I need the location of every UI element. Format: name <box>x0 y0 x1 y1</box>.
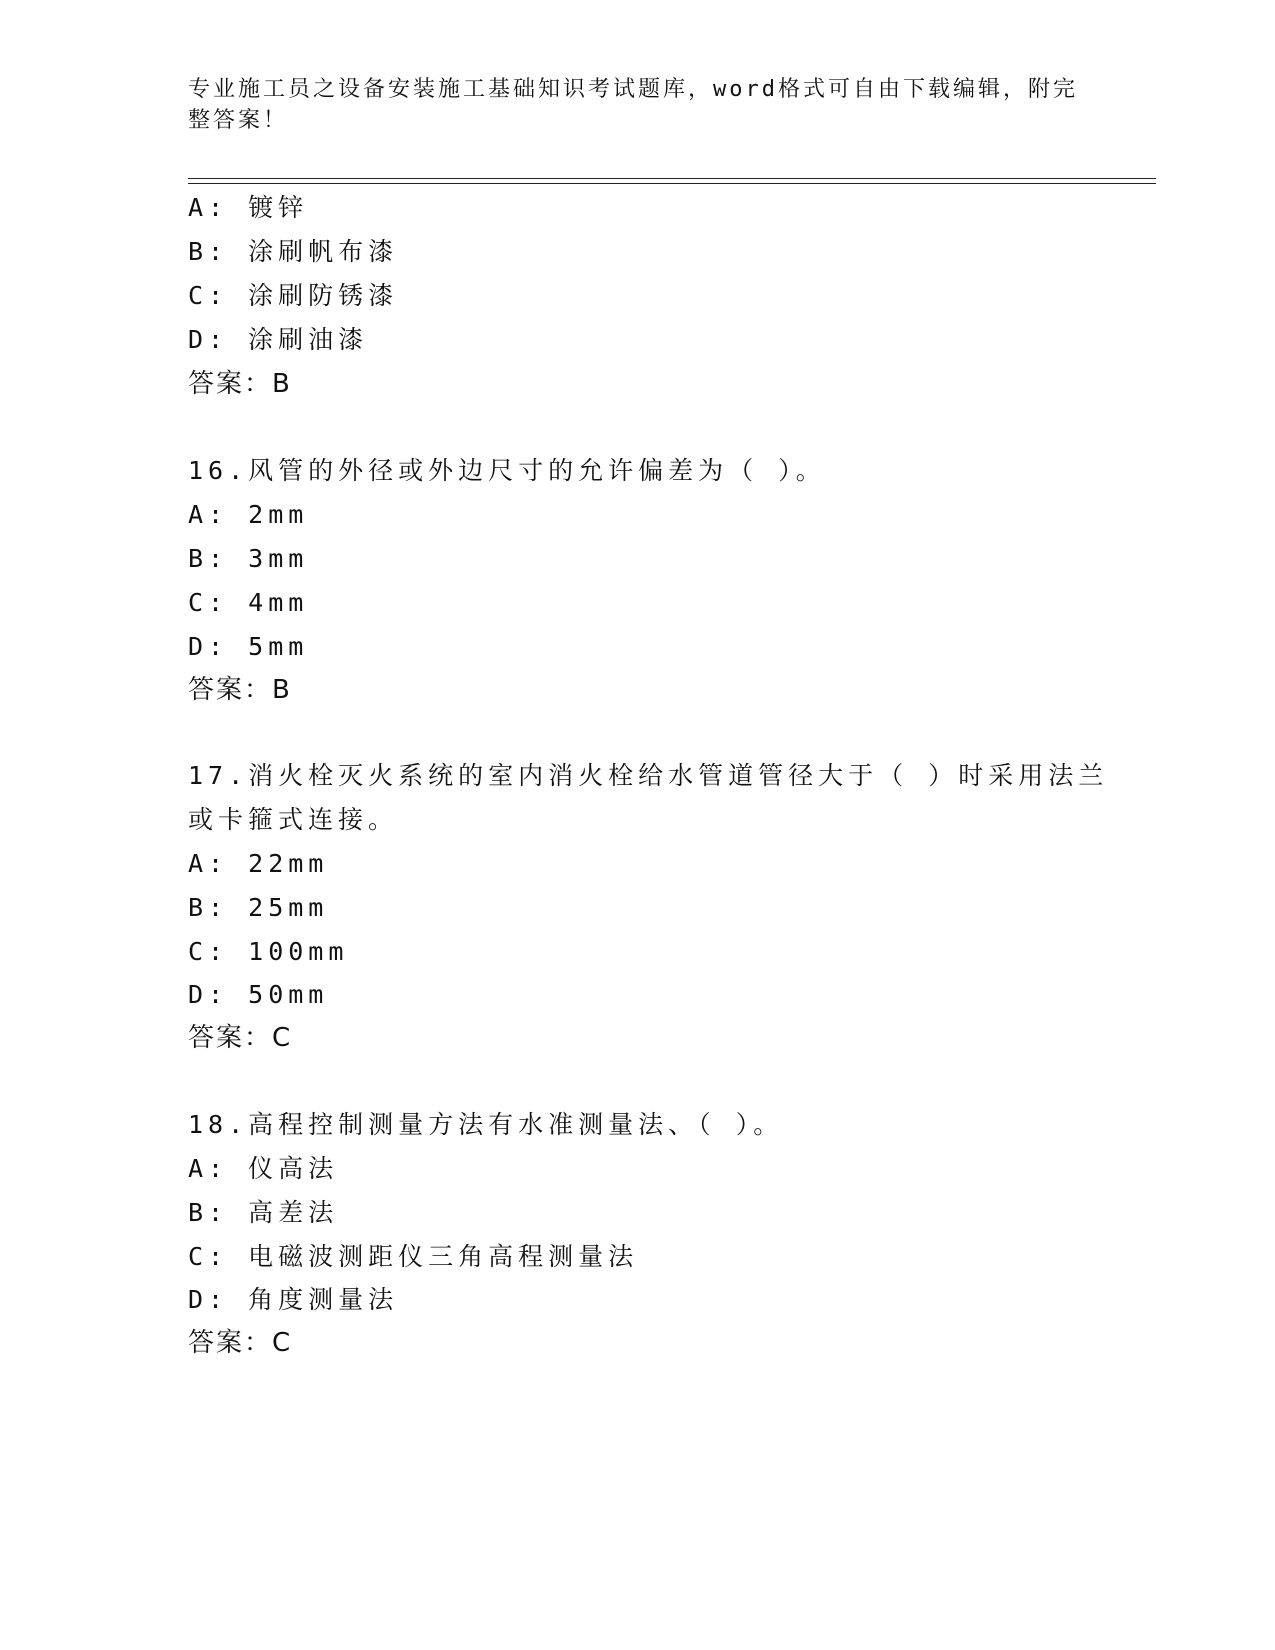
q17-option-a: A: 22mm <box>188 849 329 878</box>
q16-option-b: B: 3mm <box>188 544 309 573</box>
q15-option-a: A: 镀锌 <box>188 193 309 222</box>
q17-option-d: D: 50mm <box>188 980 329 1009</box>
q16-option-a: A: 2mm <box>188 500 309 529</box>
q15-option-b: B: 涂刷帆布漆 <box>188 237 399 266</box>
q16-answer: 答案：B <box>188 675 292 705</box>
q18-option-b: B: 高差法 <box>188 1198 339 1227</box>
q17-question-line-2: 或卡箍式连接。 <box>188 805 399 834</box>
q18-option-c: C: 电磁波测距仪三角高程测量法 <box>188 1242 639 1271</box>
q18-question: 18.高程控制测量方法有水准测量法、（ ）。 <box>188 1110 784 1139</box>
q17-answer: 答案：C <box>188 1023 293 1053</box>
q17-question-line-1: 17.消火栓灭火系统的室内消火栓给水管道管径大于（ ）时采用法兰 <box>188 761 1109 790</box>
header-title-line-1: 专业施工员之设备安装施工基础知识考试题库，word格式可自由下载编辑，附完 <box>188 77 1078 102</box>
q16-question: 16.风管的外径或外边尺寸的允许偏差为（ ）。 <box>188 456 826 485</box>
q15-answer: 答案：B <box>188 369 292 399</box>
header-title-line-2: 整答案！ <box>188 108 289 133</box>
q17-option-c: C: 100mm <box>188 937 349 966</box>
q18-option-a: A: 仪高法 <box>188 1154 339 1183</box>
q15-option-d: D: 涂刷油漆 <box>188 325 369 354</box>
document-header <box>188 74 1088 136</box>
q18-answer: 答案：C <box>188 1328 293 1358</box>
header-divider-bottom <box>188 183 1156 184</box>
q17-option-b: B: 25mm <box>188 893 329 922</box>
q16-option-d: D: 5mm <box>188 632 309 661</box>
q18-option-d: D: 角度测量法 <box>188 1285 399 1314</box>
header-divider-top <box>188 178 1156 179</box>
q15-option-c: C: 涂刷防锈漆 <box>188 281 399 310</box>
q16-option-c: C: 4mm <box>188 588 309 617</box>
